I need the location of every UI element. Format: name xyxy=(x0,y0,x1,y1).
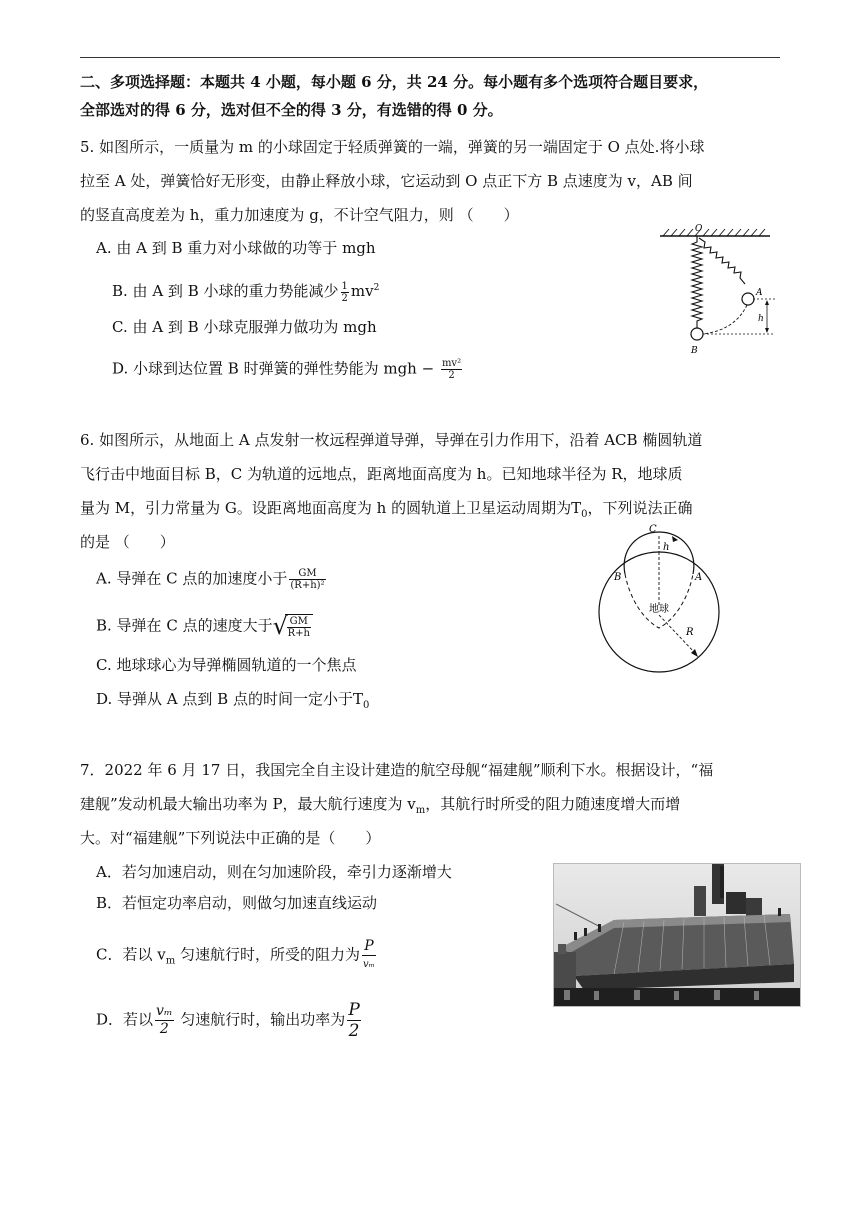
carrier-photo-image xyxy=(554,864,800,1006)
q7-stem-line2: 建舰”发动机最大输出功率为 P，最大航行速度为 $v_m$，其航行时所受的阻力随速度增大而增 xyxy=(80,795,681,816)
q6-label-b: B xyxy=(614,572,622,583)
section-heading-line2: 全部选对的得 6 分，选对但不全的得 3 分，有选错的得 0 分。 xyxy=(80,101,503,119)
q5-label-a: A xyxy=(756,288,763,298)
q5-stem-line1: 5. 如图所示，一质量为 m 的小球固定于轻质弹簧的一端，弹簧的另一端固定于 O 点处.将小球 xyxy=(80,138,705,156)
q6-label-c: C xyxy=(649,524,657,535)
q5-label-o: O xyxy=(695,224,703,234)
q7-option-a: A．若匀加速启动，则在匀加速阶段，牵引力逐渐增大 xyxy=(96,863,452,881)
q6-label-a: A xyxy=(695,572,703,583)
q7-stem-line3: 大。对“福建舰”下列说法中正确的是（ ） xyxy=(80,829,381,847)
q5-option-a: A. 由 A 到 B 重力对小球做的功等于 mgh xyxy=(96,239,376,257)
q5-option-b: B. 由 A 到 B 小球的重力势能减少 $\frac{1}{2}$ $mv^2$ xyxy=(112,280,380,304)
q5-stem-line2: 拉至 A 处，弹簧恰好无形变，由静止释放小球，它运动到 O 点正下方 B 点速度为 v，AB 间 xyxy=(80,172,693,190)
q5-stem-line3: 的竖直高度差为 h，重力加速度为 g，不计空气阻力，则 （ ） xyxy=(80,206,519,224)
q6-option-d: D. 导弹从 A 点到 B 点的时间一定小于$T_0$ xyxy=(96,690,370,711)
q7-option-d-fraction-p: $\frac{P}{2}$ xyxy=(348,1000,360,1041)
q6-option-b: B. 导弹在 C 点的速度大于 √ $\frac{GM}{R+h}$ xyxy=(96,614,313,639)
q6-option-a-fraction: $\frac{GM}{\text{(R+h)²}}$ xyxy=(290,568,325,591)
q5-option-d: D. 小球到达位置 B 时弹簧的弹性势能为 mgh − $\frac{\text{mv²}}{2}$ xyxy=(112,358,462,381)
q7-option-c: C．若以 $v_m$ 匀速航行时，所受的阻力为 $\frac{P}{\text{vₘ}}$ xyxy=(96,938,378,973)
q6-stem-line3: 量为 M，引力常量为 G。设距离地面高度为 h 的圆轨道上卫星运动周期为$T_0$，下列说法正确 xyxy=(80,499,693,520)
q7-option-b: B．若恒定功率启动，则做匀加速直线运动 xyxy=(96,894,378,912)
q6-label-r: R xyxy=(686,627,694,638)
q6-option-a: A. 导弹在 C 点的加速度小于 $\frac{GM}{\text{(R+h)²}}$ xyxy=(96,568,325,591)
q7-option-d-fraction-v: $\frac{\text{vₘ}}{2}$ xyxy=(156,1003,173,1037)
q6-stem-line1: 6. 如图所示，从地面上 A 点发射一枚远程弹道导弹，导弹在引力作用下，沿着 ACB 椭圆轨道 xyxy=(80,431,703,449)
q6-option-c: C. 地球球心为导弹椭圆轨道的一个焦点 xyxy=(96,656,357,674)
q7-option-d: D．若以 $\frac{\text{vₘ}}{2}$ 匀速航行时，输出功率为 $\frac{P}{2}$ xyxy=(96,1000,360,1041)
q6-stem-line2: 飞行击中地面目标 B，C 为轨道的远地点，距离地面高度为 h。已知地球半径为 R，地球质 xyxy=(80,465,683,483)
q5-option-c: C. 由 A 到 B 小球克服弹力做功为 mgh xyxy=(112,318,377,336)
q6-stem-line4: 的是 （ ） xyxy=(80,533,175,551)
q5-label-b: B xyxy=(691,346,698,356)
q5-option-d-fraction: $\frac{\text{mv²}}{2}$ xyxy=(441,358,462,381)
q5-label-h: h xyxy=(758,314,764,324)
section-heading-line1: 二、多项选择题：本题共 4 小题，每小题 6 分，共 24 分。每小题有多个选项符合题目要求， xyxy=(80,73,709,91)
q6-orbit-figure xyxy=(592,520,727,680)
header-rule xyxy=(80,57,780,58)
q5-spring-figure xyxy=(655,222,780,357)
q7-option-c-fraction: $\frac{P}{\text{vₘ}}$ xyxy=(363,938,375,970)
q6-label-h: h xyxy=(663,542,670,553)
q6-label-earth: 地球 xyxy=(649,604,669,615)
q6-option-b-sqrt: √ $\frac{GM}{R+h}$ xyxy=(273,614,313,639)
q5-option-b-fraction: $\frac{1}{2}$ xyxy=(341,280,348,304)
q7-stem-line1: 7．2022 年 6 月 17 日，我国完全自主设计建造的航空母舰“福建舰”顺利下水。根据设计，“福 xyxy=(80,761,714,779)
carrier-photo xyxy=(553,863,801,1007)
